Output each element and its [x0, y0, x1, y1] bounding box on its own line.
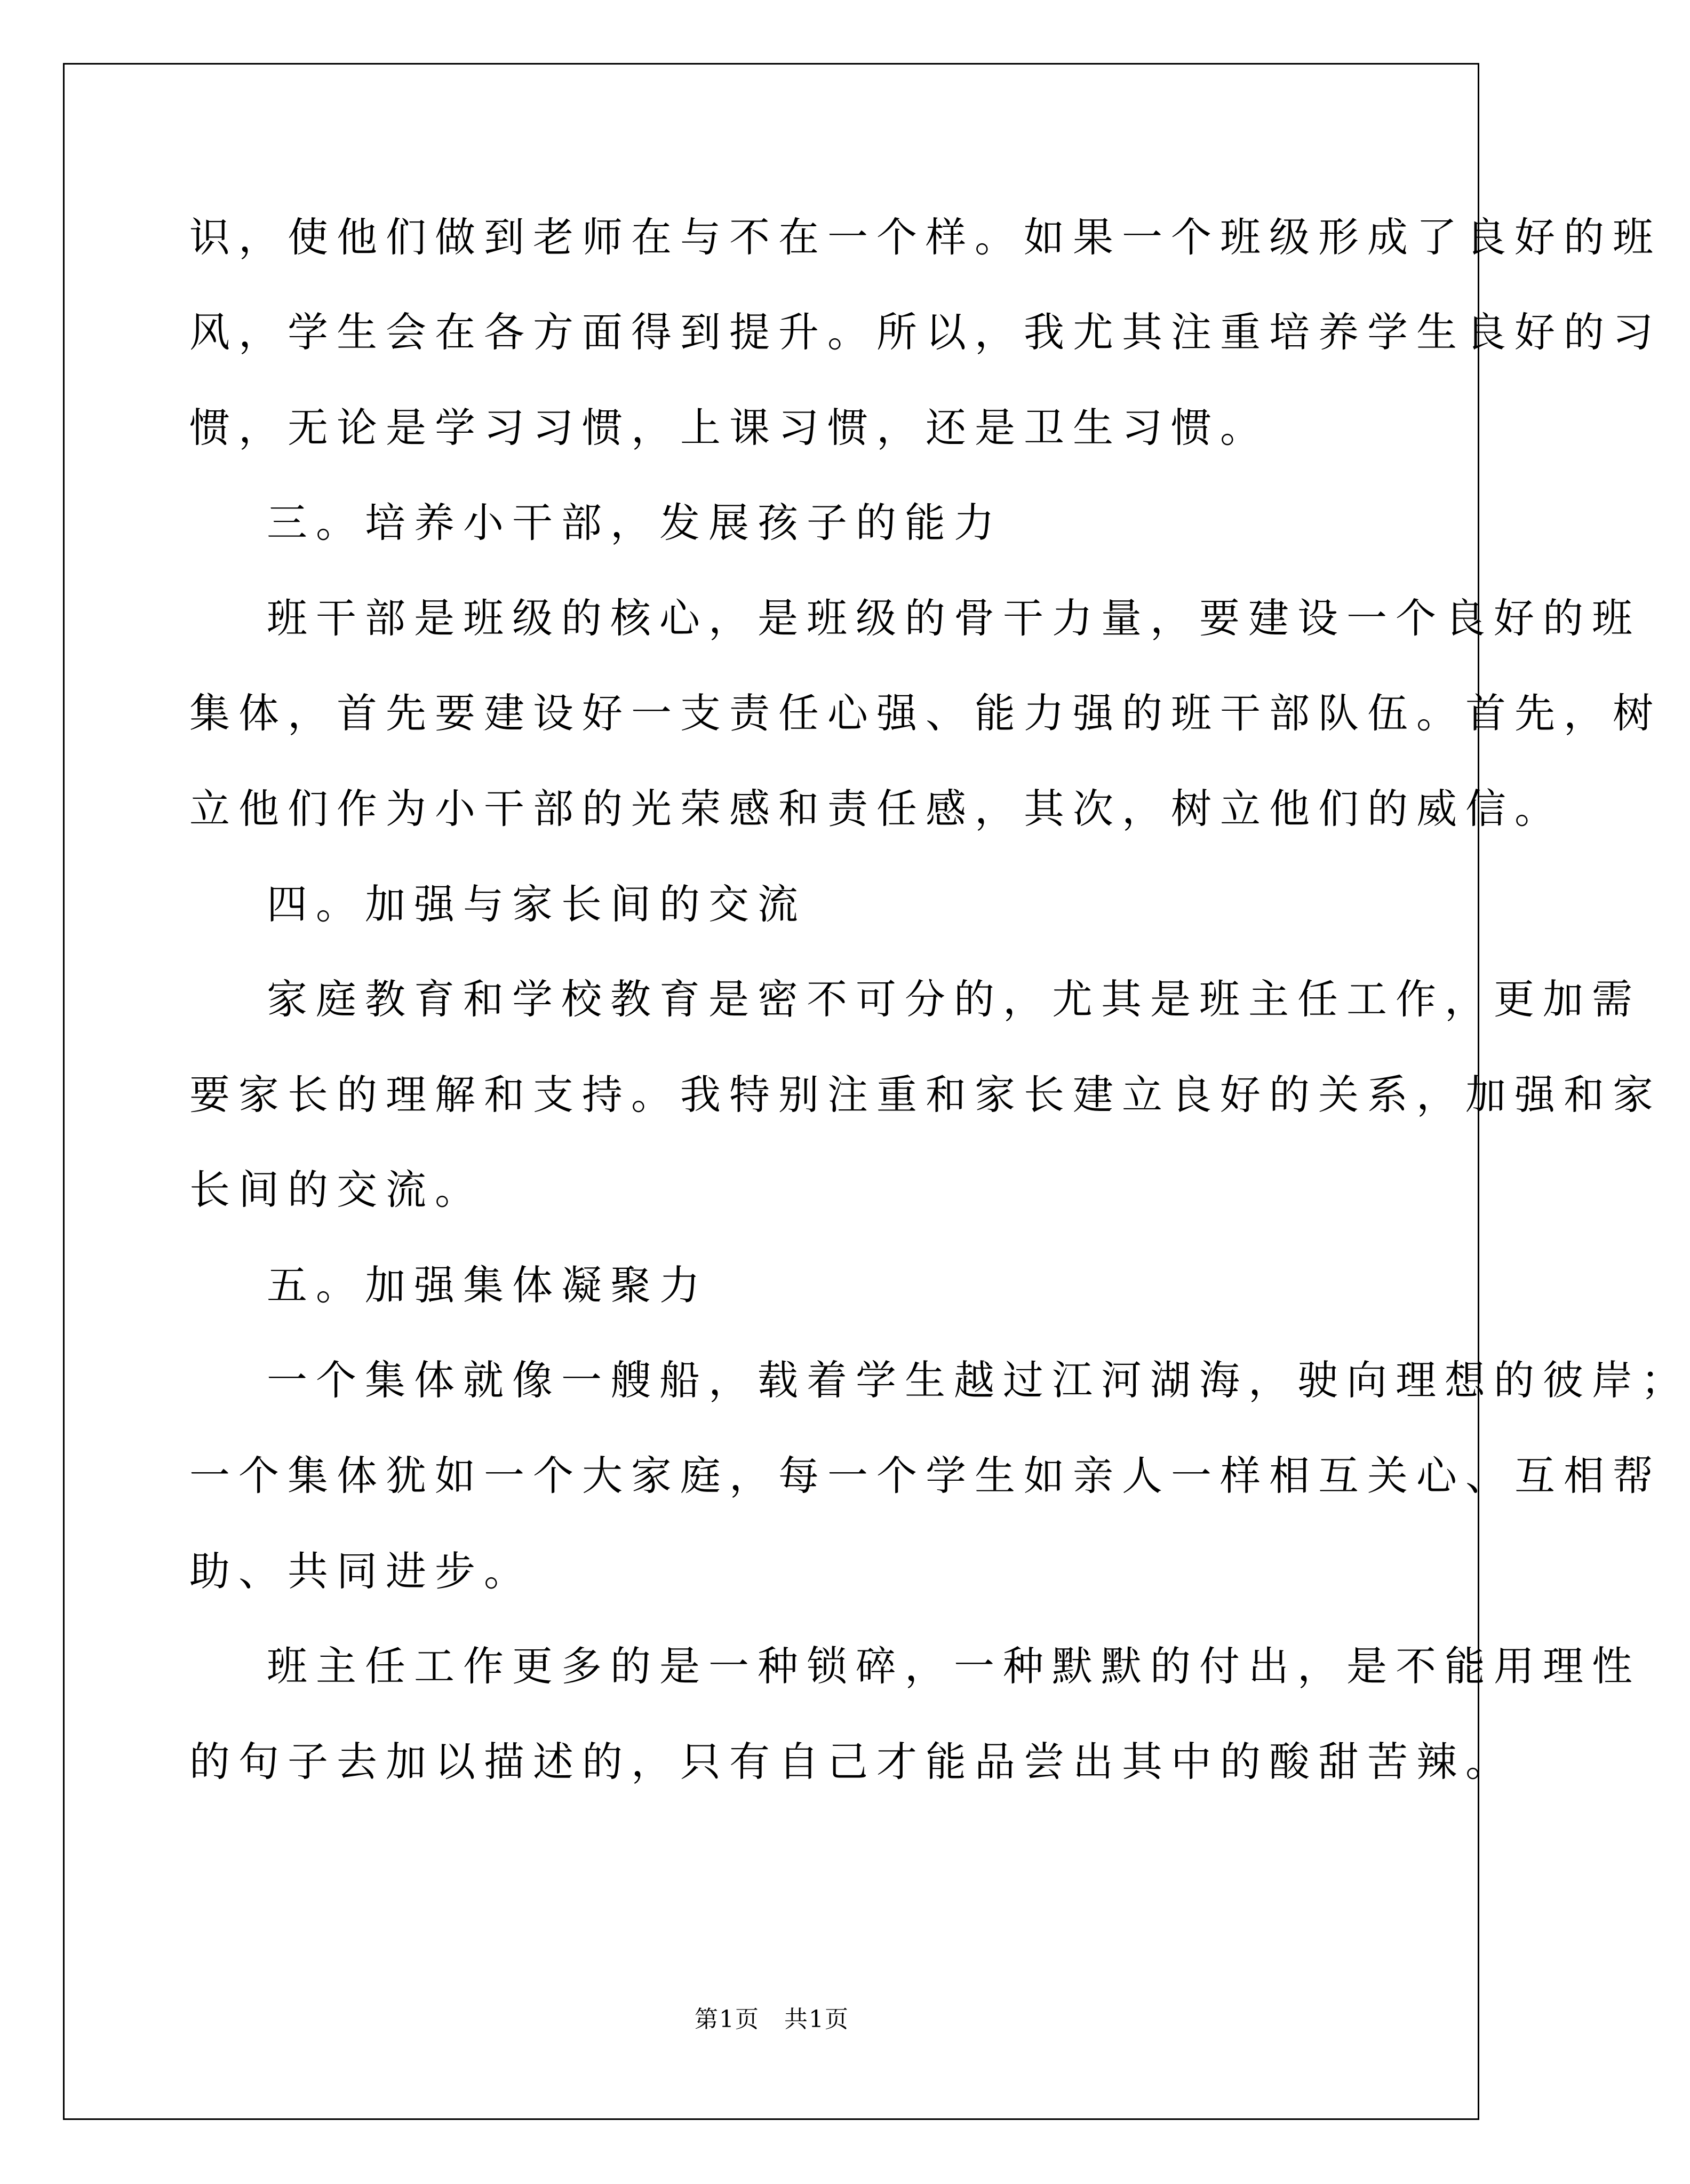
- paragraph-line: 一个集体犹如一个大家庭，每一个学生如亲人一样相互关心、互相帮: [189, 1452, 1662, 1499]
- paragraph-line: 一个集体就像一艘船，载着学生越过江河湖海，驶向理想的彼岸；: [267, 1356, 1690, 1404]
- section-heading: 五。加强集体凝聚力: [267, 1261, 708, 1309]
- paragraph-line: 识，使他们做到老师在与不在一个样。如果一个班级形成了良好的班: [189, 213, 1662, 261]
- paragraph-line: 要家长的理解和支持。我特别注重和家长建立良好的关系，加强和家: [189, 1071, 1662, 1118]
- paragraph-line: 立他们作为小干部的光荣感和责任感，其次，树立他们的威信。: [189, 785, 1564, 832]
- paragraph-line: 长间的交流。: [189, 1166, 484, 1213]
- paragraph-line: 班主任工作更多的是一种锁碎，一种默默的付出，是不能用理性: [267, 1642, 1641, 1690]
- section-heading: 四。加强与家长间的交流: [267, 880, 807, 928]
- paragraph-line: 惯，无论是学习习惯，上课习惯，还是卫生习惯。: [189, 404, 1269, 451]
- paragraph-line: 家庭教育和学校教育是密不可分的，尤其是班主任工作，更加需: [267, 975, 1641, 1023]
- page-number: 第1页: [695, 2006, 760, 2033]
- page-footer: [0, 2006, 1544, 2033]
- paragraph-line: 班干部是班级的核心，是班级的骨干力量，要建设一个良好的班: [267, 594, 1641, 642]
- section-heading: 三。培养小干部，发展孩子的能力: [267, 499, 1003, 546]
- page-total: 共1页: [784, 2006, 849, 2033]
- paragraph-line: 的句子去加以描述的，只有自己才能品尝出其中的酸甜苦辣。: [189, 1738, 1514, 1785]
- paragraph-line: 风，学生会在各方面得到提升。所以，我尤其注重培养学生良好的习: [189, 308, 1662, 356]
- paragraph-line: 助、共同进步。: [189, 1547, 533, 1595]
- paragraph-line: 集体，首先要建设好一支责任心强、能力强的班干部队伍。首先，树: [189, 689, 1662, 737]
